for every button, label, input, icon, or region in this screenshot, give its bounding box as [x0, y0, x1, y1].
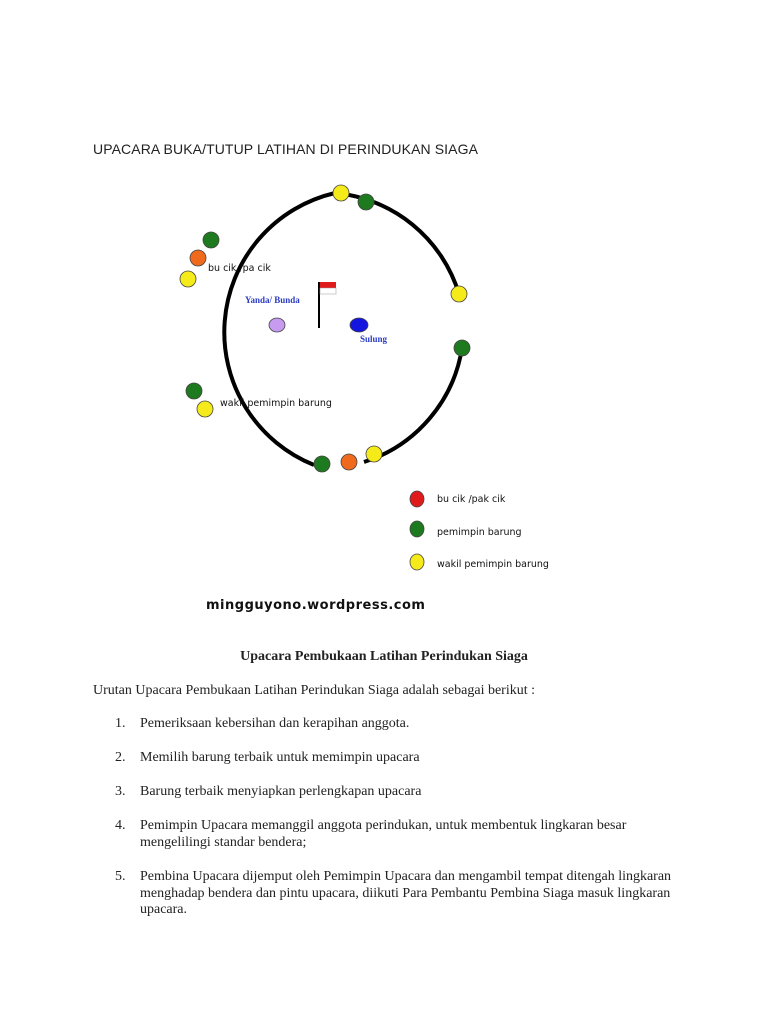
flag-red-stripe: [320, 282, 336, 288]
steps-list: [93, 716, 693, 919]
formation-arc-top-right: [335, 193, 459, 294]
list-item: [93, 784, 693, 818]
legend-label: pemimpin barung: [437, 527, 522, 538]
member-dot-yellow: [366, 446, 382, 462]
list-text: Pemeriksaan kebersihan dan kerapihan anggota.: [140, 716, 410, 731]
flag-white-stripe: [320, 288, 336, 294]
member-dot-yellow: [197, 401, 213, 417]
list-number: 3.: [115, 784, 126, 799]
label-bucik-pacik: bu cik /pa cik: [208, 263, 271, 274]
label-wakil-pemimpin-barung: wakil pemimpin barung: [220, 398, 332, 409]
list-text: Barung terbaik menyiapkan perlengkapan upacara: [140, 784, 422, 799]
legend-label: wakil pemimpin barung: [437, 559, 549, 570]
list-item: [93, 750, 693, 784]
list-item: [93, 818, 693, 869]
legend-dot-green: [410, 521, 424, 537]
label-sulung: Sulung: [360, 334, 388, 344]
list-text: Pembina Upacara dijemput oleh Pemimpin Upacara dan mengambil tempat ditengah lingkaran menghadap bendera dan pintu upacara, diikuti Para Pembantu Pembina Siaga masuk lingkaran upacara.: [140, 869, 672, 917]
legend-label: bu cik /pak cik: [437, 494, 506, 505]
member-dot-green: [314, 456, 330, 472]
watermark-text: mingguyono.wordpress.com: [206, 598, 426, 613]
sulung-dot: [350, 318, 368, 332]
member-dot-yellow: [333, 185, 349, 201]
member-dot-orange: [341, 454, 357, 470]
legend-dot-yellow: [410, 554, 424, 570]
member-dot-orange: [190, 250, 206, 266]
formation-svg: [174, 176, 598, 630]
member-dot-green: [203, 232, 219, 248]
yanda-bunda-dot: [269, 318, 285, 332]
list-item: [93, 869, 693, 919]
intro-paragraph: Urutan Upacara Pembukaan Latihan Perindukan Siaga adalah sebagai berikut :: [93, 683, 536, 698]
member-dot-green: [454, 340, 470, 356]
formation-arc-bottom-right: [364, 348, 462, 462]
member-dot-green: [358, 194, 374, 210]
legend-dot-red: [410, 491, 424, 507]
ceremony-formation-diagram: [174, 176, 598, 630]
list-number: 5.: [115, 869, 126, 884]
section-title: Upacara Pembukaan Latihan Perindukan Siaga: [240, 649, 528, 664]
list-text: Pemimpin Upacara memanggil anggota perindukan, untuk membentuk lingkaran besar mengelilingi standar bendera;: [140, 818, 627, 850]
member-dot-yellow: [180, 271, 196, 287]
list-number: 2.: [115, 750, 126, 765]
label-yanda-bunda: Yanda/ Bunda: [245, 295, 300, 305]
document-heading: UPACARA BUKA/TUTUP LATIHAN DI PERINDUKAN SIAGA: [93, 141, 479, 157]
list-number: 1.: [115, 716, 126, 731]
list-item: [93, 716, 693, 750]
list-text: Memilih barung terbaik untuk memimpin upacara: [140, 750, 420, 765]
list-number: 4.: [115, 818, 126, 833]
member-dot-green: [186, 383, 202, 399]
legend: [410, 491, 549, 570]
member-dot-yellow: [451, 286, 467, 302]
